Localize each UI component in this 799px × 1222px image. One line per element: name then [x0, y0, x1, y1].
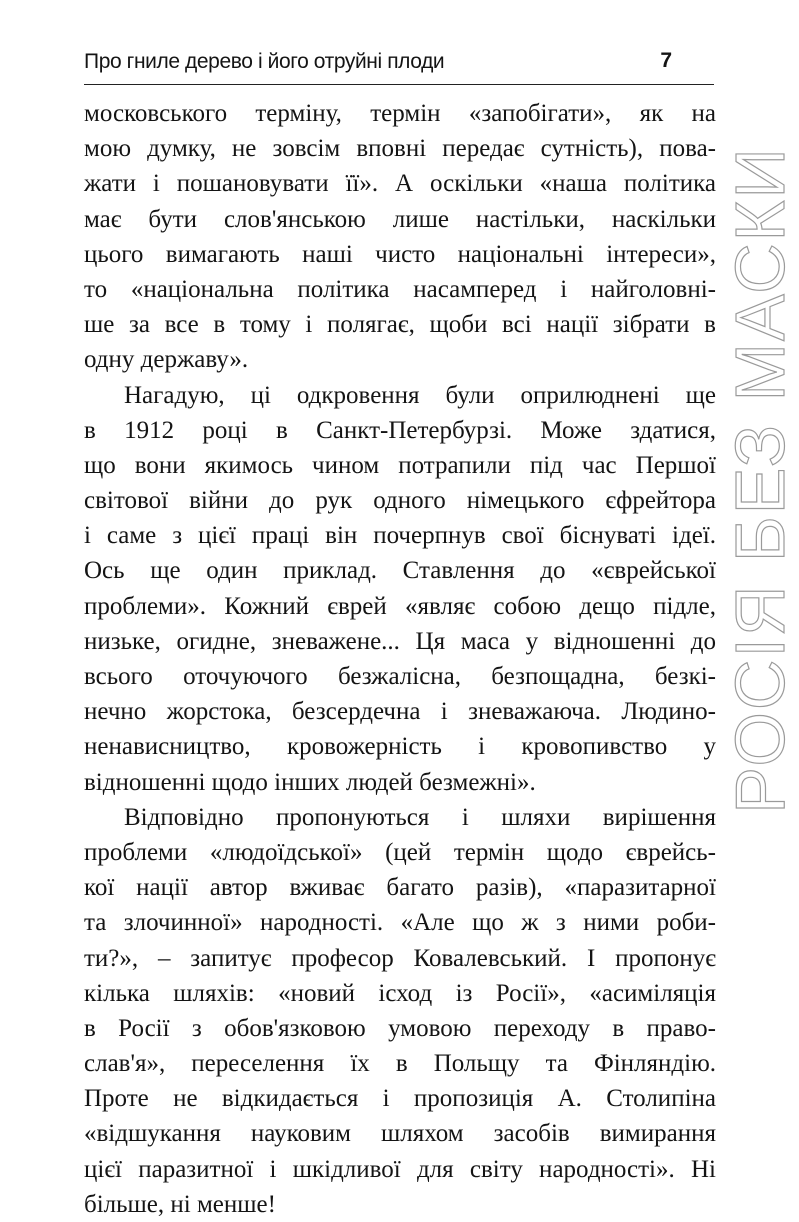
text-line: що вони якимось чином потрапили під час Першої [84, 451, 716, 479]
header-rule [84, 84, 714, 85]
paragraph [84, 378, 716, 800]
text-line: «відшукання науковим шляхом засобів вимирання [84, 1120, 716, 1148]
running-title: Про гниле дерево і його отруйні плоди [84, 50, 445, 73]
text-line: світової війни до рук одного німецького єфрейтора [84, 487, 716, 515]
text-line: більше, ні менше! [84, 1190, 276, 1218]
text-line: проблеми». Кожний єврей «являє собою дещо підле, [84, 592, 716, 620]
text-line: в 1912 році в Санкт-Петербурзі. Може здатися, [84, 416, 716, 444]
text-line: московського терміну, термін «запобігати», як на [84, 100, 716, 127]
text-line: цього вимагають наші чисто національні інтереси», [84, 240, 716, 268]
text-line: кої нації автор вживає багато разів), «паразитарної [84, 874, 716, 902]
text-line: має бути слов'янською лише настільки, наскільки [84, 205, 716, 233]
text-line: та злочинної» народності. «Але що ж з ними роби- [84, 909, 716, 937]
text-line: проблеми «людоїдської» (цей термін щодо єврейсь- [84, 838, 716, 866]
text-line: нечно жорстока, безсердечна і зневажаюча. Людино- [84, 698, 716, 726]
text-line: ти?», – запитує професор Ковалевський. І пропонує [84, 944, 716, 972]
text-line: мою думку, не зовсім вповні передає сутність), пова- [84, 135, 716, 163]
text-line: ненависництво, кровожерність і кровопивство у [84, 733, 716, 761]
text-line: Ось ще один приклад. Ставлення до «єврейської [84, 557, 716, 585]
text-line: слав'я», переселення їх в Польщу та Фінляндію. [84, 1050, 716, 1078]
page-number: 7 [660, 49, 672, 72]
text-line: Проте не відкидається і пропозиція А. Столипіна [84, 1085, 716, 1113]
text-line: кілька шляхів: «новий ісход із Росії», «асиміляція [84, 979, 716, 1007]
text-line: жати і пошановувати її». А оскільки «наша політика [84, 170, 716, 198]
text-line: в Росії з обов'язковою умовою переходу в право- [84, 1014, 716, 1042]
text-line: відношенні щодо інших людей безмежні». [84, 768, 536, 796]
text-line: то «національна політика насамперед і найголовні- [84, 275, 716, 303]
side-title: РОСІЯ БЕЗ МАСКИ [721, 146, 799, 814]
text-line: Відповідно пропонуються і шляхи вирішення [124, 803, 716, 831]
text-line: цієї паразитної і шкідливої для світу народності». Ні [84, 1155, 716, 1183]
text-line: ше за все в тому і полягає, щоби всі нації зібрати в [84, 311, 716, 339]
text-line: Нагадую, ці одкровення були оприлюднені ще [124, 381, 716, 409]
text-line: і саме з цієї праці він почерпнув свої біснуваті ідеї. [84, 522, 716, 550]
body-text [84, 96, 716, 1222]
text-line: всього оточуючого безжалісна, безпощадна, безкі- [84, 663, 716, 690]
paragraph [84, 96, 716, 378]
paragraph [84, 800, 716, 1222]
text-line: одну державу». [84, 346, 249, 374]
text-line: низьке, огидне, зневажене... Ця маса у відношенні до [84, 627, 716, 655]
page-header [84, 44, 714, 80]
